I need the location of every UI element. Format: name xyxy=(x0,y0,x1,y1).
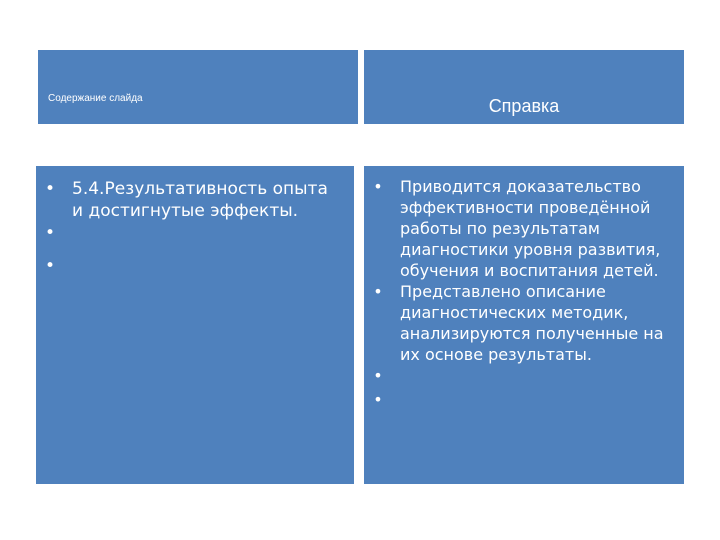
left-header-title: Содержание слайда xyxy=(48,93,143,104)
bullet-icon: • xyxy=(373,390,383,409)
list-item xyxy=(373,389,680,413)
right-header-panel xyxy=(364,50,684,124)
list-item xyxy=(373,365,680,389)
right-header-title: Справка xyxy=(488,96,560,116)
left-content-panel xyxy=(36,166,354,484)
bullet-icon: • xyxy=(44,256,56,276)
bullet-icon: • xyxy=(44,223,56,243)
left-bullet-list xyxy=(44,178,342,288)
list-item xyxy=(44,222,342,255)
bullet-icon: • xyxy=(373,177,383,196)
right-bullet-list xyxy=(373,176,680,413)
bullet-icon: • xyxy=(44,179,56,199)
list-item-text: Представлено описание диагностических методик, анализируются полученные на их основе результаты. xyxy=(400,282,664,364)
bullet-icon: • xyxy=(373,282,383,301)
list-item-text: 5.4.Результативность опыта и достигнутые эффекты. xyxy=(72,179,328,221)
list-item-text: Приводится доказательство эффективности проведённой работы по результатам диагностики уровня развития, обучения и воспитания детей. xyxy=(400,177,661,280)
list-item xyxy=(44,178,342,222)
list-item xyxy=(373,281,680,365)
right-content-panel xyxy=(364,166,684,484)
list-item xyxy=(373,176,680,281)
bullet-icon: • xyxy=(373,366,383,385)
left-header-panel xyxy=(38,50,358,124)
list-item xyxy=(44,255,342,288)
